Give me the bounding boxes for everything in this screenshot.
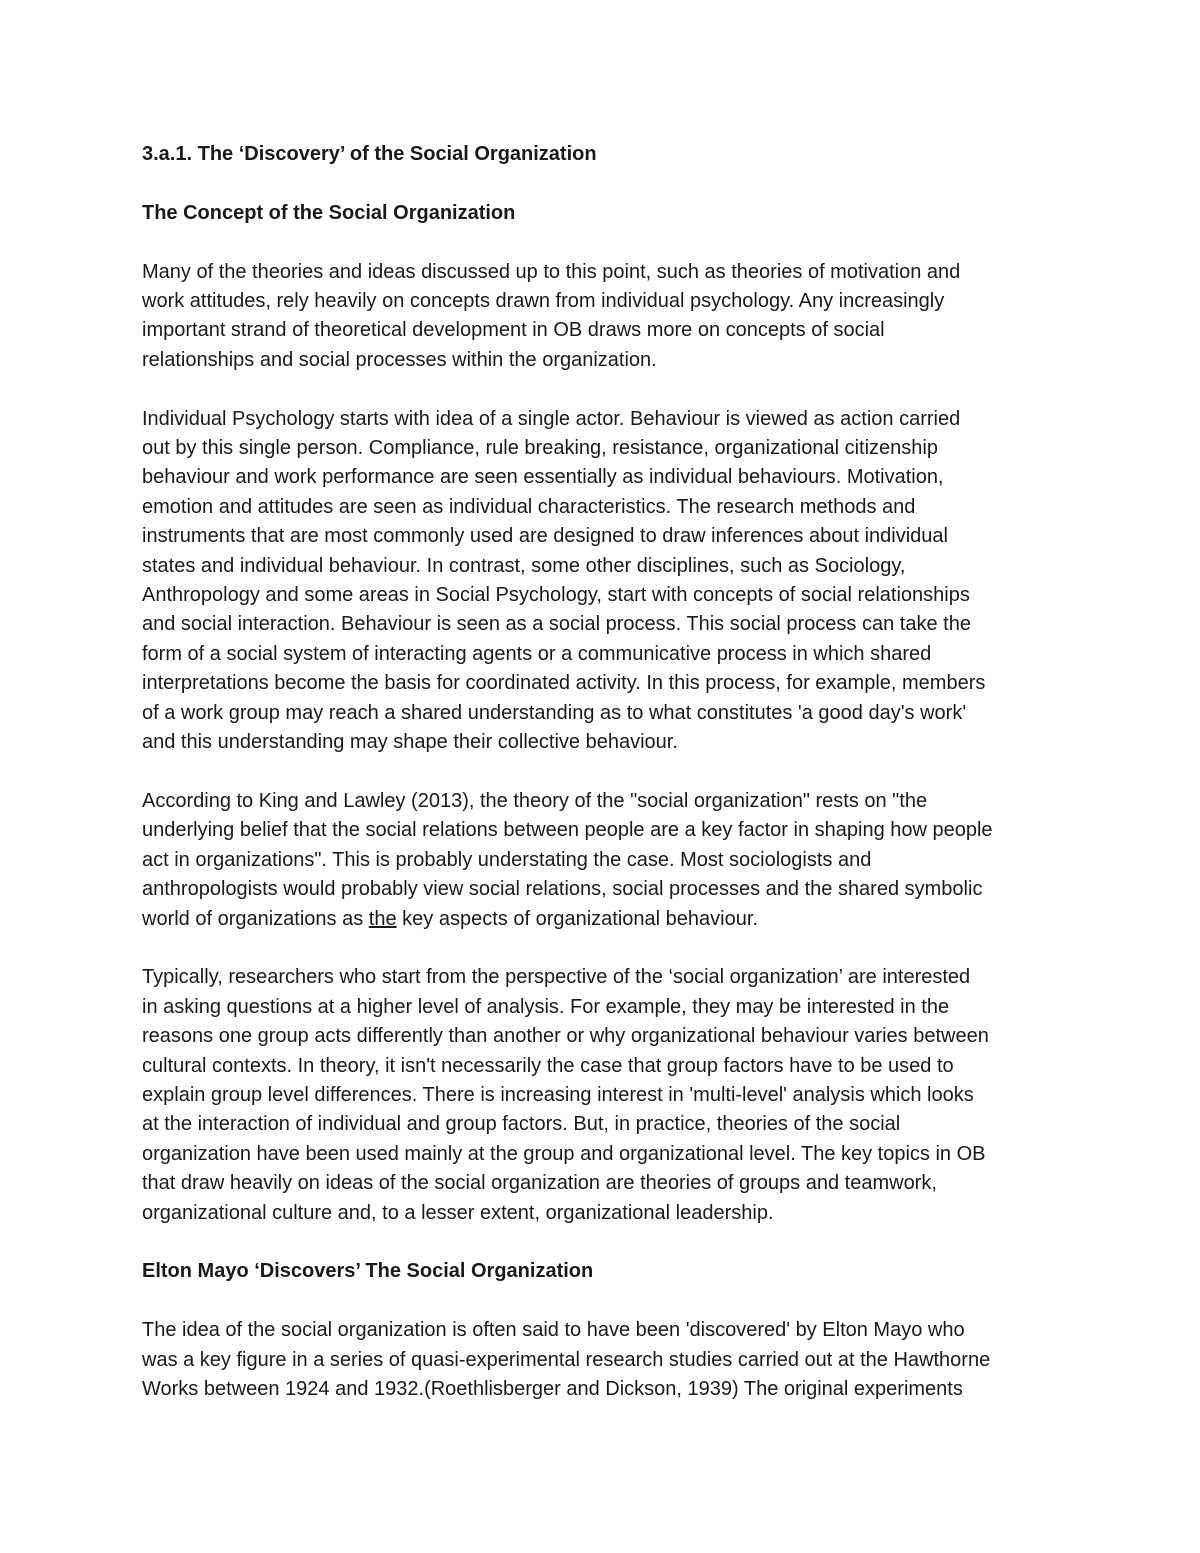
text-line: Typically, researchers who start from the perspective of the ‘social organization’ are interested bbox=[142, 966, 971, 989]
text-line: out by this single person. Compliance, rule breaking, resistance, organizational citizenship bbox=[142, 437, 938, 460]
spacer bbox=[142, 757, 1072, 786]
text-line: cultural contexts. In theory, it isn't necessarily the case that group factors have to be used to bbox=[142, 1054, 954, 1077]
text-line bbox=[142, 905, 1072, 934]
text-line: relationships and social processes within the organization. bbox=[142, 348, 657, 371]
paragraph-2 bbox=[142, 405, 1072, 758]
text-line: organizational culture and, to a lesser extent, organizational leadership. bbox=[142, 1201, 774, 1224]
text-line: that draw heavily on ideas of the social organization are theories of groups and teamwork, bbox=[142, 1172, 937, 1195]
text-line: According to King and Lawley (2013), the theory of the "social organization" rests on "the bbox=[142, 789, 928, 812]
paragraph-1 bbox=[142, 258, 1072, 376]
spacer bbox=[142, 169, 1072, 198]
text-line: organization have been used mainly at the group and organizational level. The key topics in OB bbox=[142, 1142, 986, 1165]
text-line: behaviour and work performance are seen essentially as individual behaviours. Motivation, bbox=[142, 466, 944, 489]
spacer bbox=[142, 934, 1072, 963]
spacer bbox=[142, 1287, 1072, 1316]
text-line: Many of the theories and ideas discussed up to this point, such as theories of motivation and bbox=[142, 260, 961, 283]
text-line: work attitudes, rely heavily on concepts drawn from individual psychology. Any increasingly bbox=[142, 290, 945, 312]
paragraph-3 bbox=[142, 787, 1072, 934]
paragraph-5 bbox=[142, 1316, 1072, 1404]
spacer bbox=[142, 1228, 1072, 1257]
text-line: instruments that are most commonly used are designed to draw inferences about individual bbox=[142, 525, 948, 548]
text-line: and social interaction. Behaviour is seen as a social process. This social process can take the bbox=[142, 613, 971, 636]
text-line: states and individual behaviour. In contrast, some other disciplines, such as Sociology, bbox=[142, 554, 906, 577]
document-page bbox=[142, 140, 1072, 1404]
text-line: and this understanding may shape their collective behaviour. bbox=[142, 731, 678, 754]
text-line: was a key figure in a series of quasi-experimental research studies carried out at the Hawthorne bbox=[142, 1348, 991, 1371]
text-line: reasons one group acts differently than another or why organizational behaviour varies between bbox=[142, 1025, 989, 1048]
text-line: Works between 1924 and 1932.(Roethlisberger and Dickson, 1939) The original experiments bbox=[142, 1377, 963, 1400]
spacer bbox=[142, 228, 1072, 257]
text-line: form of a social system of interacting agents or a communicative process in which shared bbox=[142, 642, 932, 665]
heading-mayo: Elton Mayo ‘Discovers’ The Social Organization bbox=[142, 1260, 594, 1283]
text-line: underlying belief that the social relations between people are a key factor in shaping how people bbox=[142, 819, 993, 842]
text-line: act in organizations". This is probably understating the case. Most sociologists and bbox=[142, 848, 872, 871]
section-title: 3.a.1. The ‘Discovery’ of the Social Organization bbox=[142, 143, 597, 165]
paragraph-4 bbox=[142, 963, 1072, 1228]
text-line: interpretations become the basis for coordinated activity. In this process, for example, members bbox=[142, 672, 986, 695]
text-line: Individual Psychology starts with idea of a single actor. Behaviour is viewed as action carried bbox=[142, 407, 961, 430]
heading-concept: The Concept of the Social Organization bbox=[142, 201, 516, 224]
text-line: important strand of theoretical development in OB draws more on concepts of social bbox=[142, 319, 885, 342]
text-fragment: key aspects of organizational behaviour. bbox=[396, 907, 758, 930]
text-line: at the interaction of individual and group factors. But, in practice, theories of the social bbox=[142, 1113, 901, 1136]
text-line: The idea of the social organization is often said to have been 'discovered' by Elton Mayo who bbox=[142, 1319, 965, 1342]
text-line: anthropologists would probably view social relations, social processes and the shared symbolic bbox=[142, 878, 983, 901]
text-fragment: world of organizations as bbox=[142, 907, 369, 930]
text-line: Anthropology and some areas in Social Psychology, start with concepts of social relationships bbox=[142, 584, 970, 607]
text-line: emotion and attitudes are seen as individual characteristics. The research methods and bbox=[142, 495, 916, 518]
spacer bbox=[142, 375, 1072, 404]
text-line: of a work group may reach a shared understanding as to what constitutes 'a good day's work' bbox=[142, 701, 967, 724]
underlined-word: the bbox=[368, 907, 397, 930]
text-line: explain group level differences. There is increasing interest in 'multi-level' analysis which looks bbox=[142, 1083, 974, 1106]
text-line: in asking questions at a higher level of analysis. For example, they may be interested in the bbox=[142, 995, 950, 1018]
